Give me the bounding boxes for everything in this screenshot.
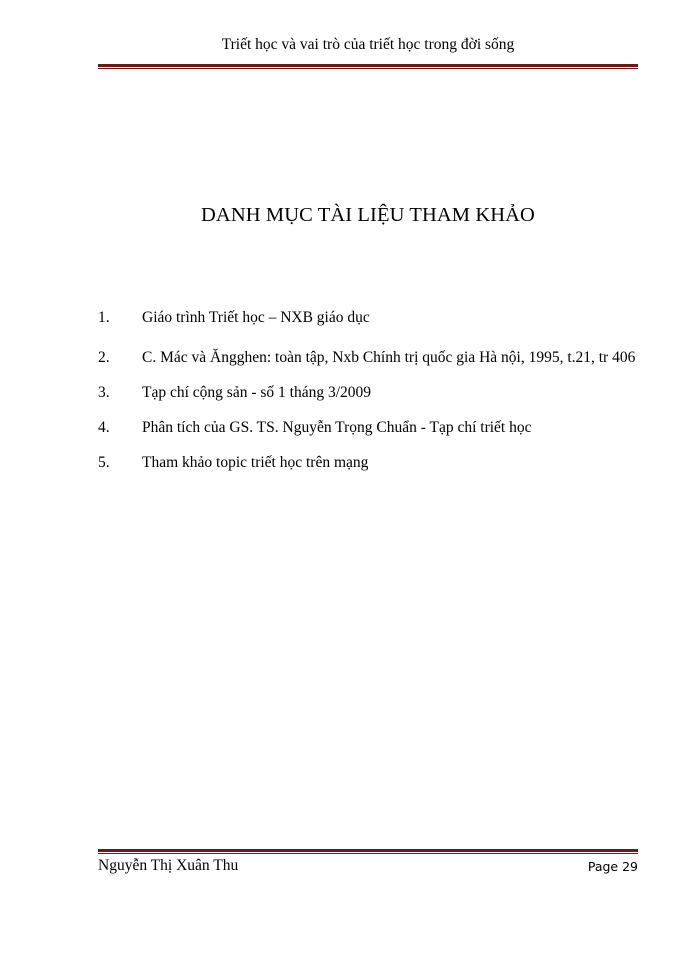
reference-text: C. Mác và Ăngghen: toàn tập, Nxb Chính trị quốc gia Hà nội, 1995, t.21, tr 406	[142, 349, 636, 366]
footer-rule	[98, 849, 638, 854]
reference-text: Tạp chí cộng sản - số 1 tháng 3/2009	[142, 384, 372, 401]
page-title: DANH MỤC TÀI LIỆU THAM KHẢO	[201, 204, 535, 226]
page-header: Triết học và vai trò của triết học trong đời sống	[221, 36, 515, 53]
reference-item	[98, 308, 638, 328]
reference-item	[98, 348, 638, 368]
reference-number: 5.	[98, 454, 110, 471]
reference-item	[98, 383, 638, 403]
reference-text: Phân tích của GS. TS. Nguyễn Trọng Chuẩn - Tạp chí triết học	[142, 419, 532, 436]
reference-number: 1.	[98, 309, 110, 326]
footer-author: Nguyễn Thị Xuân Thu	[98, 857, 239, 874]
reference-list	[98, 308, 638, 473]
reference-number: 3.	[98, 384, 110, 401]
reference-number: 2.	[98, 349, 110, 366]
reference-item	[98, 453, 638, 473]
page-number: Page 29	[587, 859, 638, 874]
reference-item	[98, 418, 638, 438]
reference-number: 4.	[98, 419, 110, 436]
reference-text: Giáo trình Triết học – NXB giáo dục	[142, 309, 370, 326]
header-rule	[98, 64, 638, 69]
reference-text: Tham khảo topic triết học trên mạng	[142, 454, 369, 471]
